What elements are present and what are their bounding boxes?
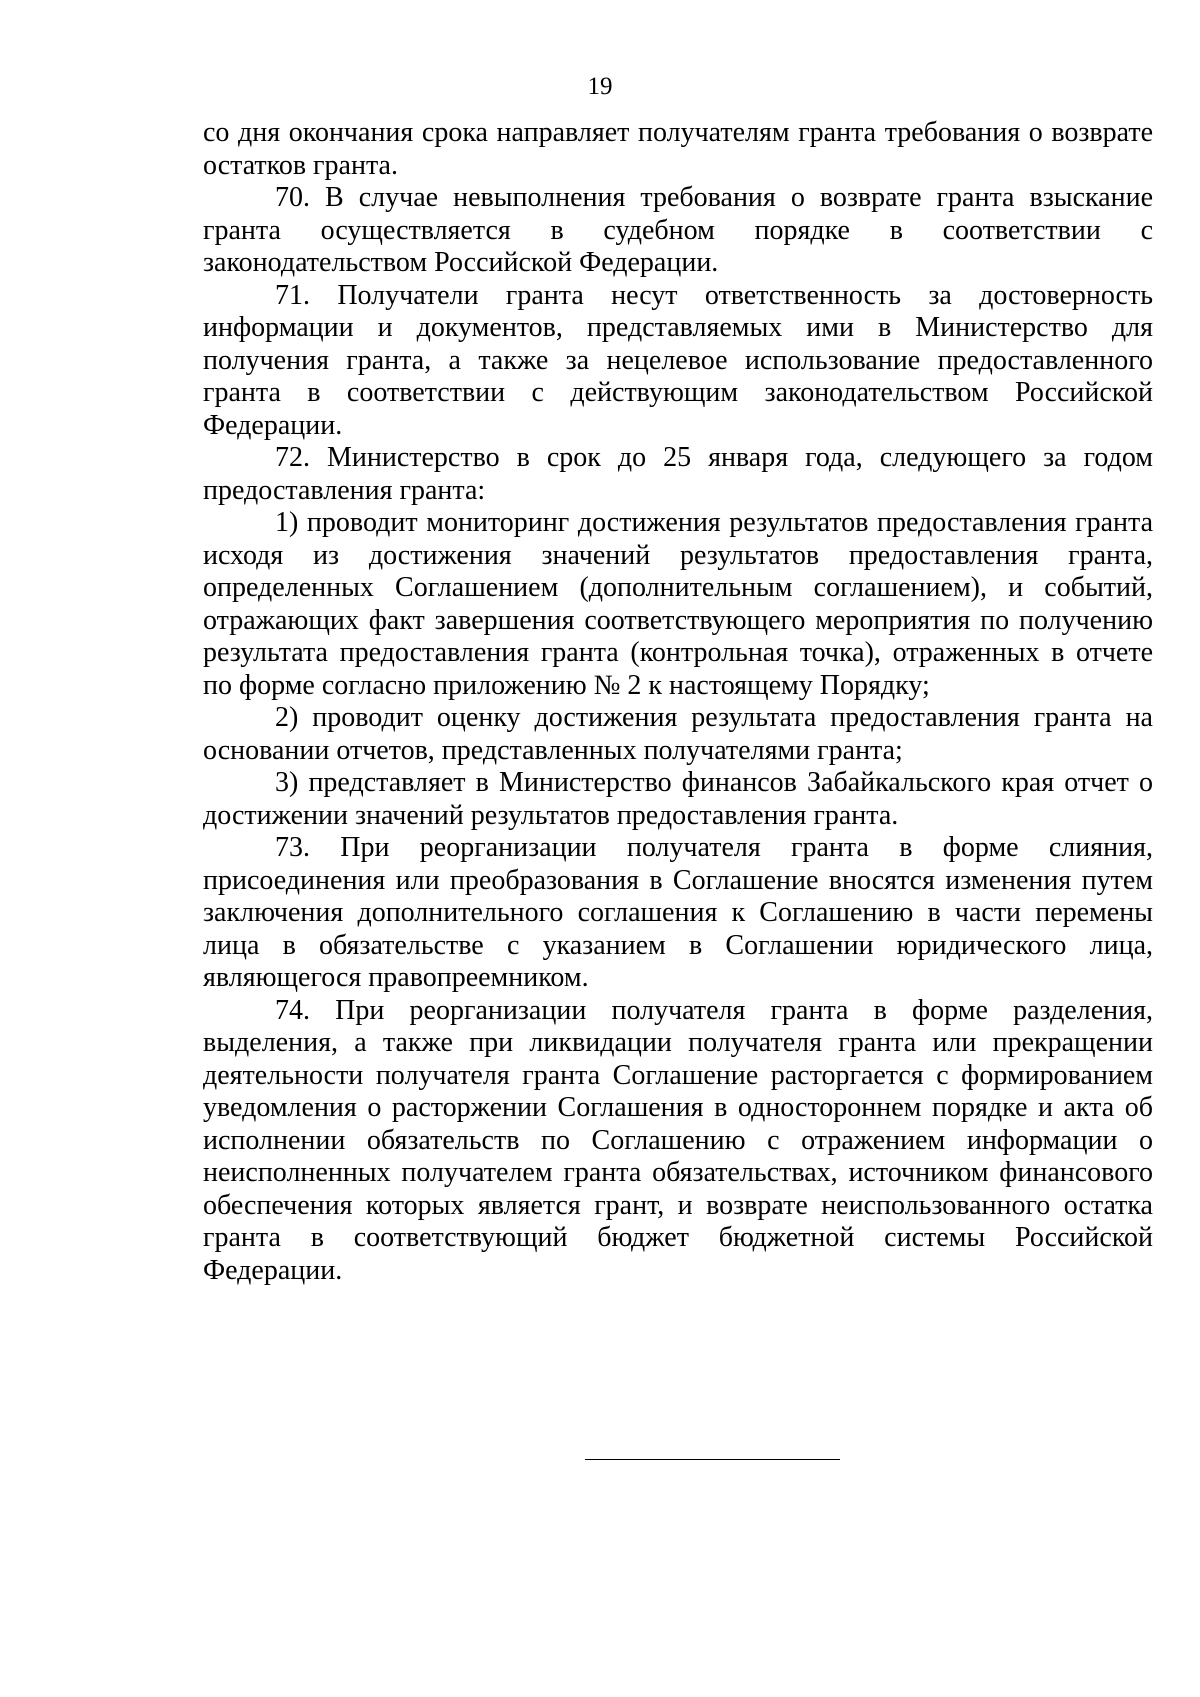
paragraph-74: 74. При реорганизации получателя гранта в форме разделения, выделения, а также при ликвидации получателя гранта или прекращении деятельности получателя гранта Соглашение расторгается с формированием уведомления о расторжении Соглашения в одностороннем порядке и акта об исполнении обязательств по Соглашению с отражением информации о неисполненных получателем гранта обязательствах, источником финансового обеспечения которых является грант, и возврате неиспользованного остатка гранта в соответствующий бюджет бюджетной системы Российской Федерации. bbox=[203, 994, 1153, 1286]
document-body bbox=[203, 117, 1153, 1287]
end-of-document-line bbox=[585, 1459, 840, 1460]
paragraph-73: 73. При реорганизации получателя гранта в форме слияния, присоединения или преобразования в Соглашение вносятся изменения путем заключения дополнительного соглашения к Соглашению в части перемены лица в обязательстве с указанием в Соглашении юридического лица, являющегося правопреемником. bbox=[203, 832, 1153, 993]
page-number: 19 bbox=[587, 73, 613, 100]
paragraph-continuation: со дня окончания срока направляет получателям гранта требования о возврате остатков гранта. bbox=[203, 117, 1153, 181]
paragraph-72-item-3: 3) представляет в Министерство финансов Забайкальского края отчет о достижении значений результатов предоставления гранта. bbox=[203, 767, 1153, 831]
paragraph-72: 72. Министерство в срок до 25 января года, следующего за годом предоставления гранта: bbox=[203, 442, 1153, 506]
paragraph-70: 70. В случае невыполнения требования о возврате гранта взыскание гранта осуществляется в судебном порядке в соответствии с законодательством Российской Федерации. bbox=[203, 182, 1153, 278]
paragraph-72-item-2: 2) проводит оценку достижения результата предоставления гранта на основании отчетов, представленных получателями гранта; bbox=[203, 702, 1153, 766]
paragraph-71: 71. Получатели гранта несут ответственность за достоверность информации и документов, представляемых ими в Министерство для получения гранта, а также за нецелевое использование предоставленного гранта в соответствии с действующим законодательством Российской Федерации. bbox=[203, 279, 1153, 441]
paragraph-72-item-1: 1) проводит мониторинг достижения результатов предоставления гранта исходя из достижения значений результатов предоставления гранта, определенных Соглашением (дополнительным соглашением), и событий, отражающих факт завершения соответствующего мероприятия по получению результата предоставления гранта (контрольная точка), отраженных в отчете по форме согласно приложению № 2 к настоящему Порядку; bbox=[203, 507, 1153, 701]
